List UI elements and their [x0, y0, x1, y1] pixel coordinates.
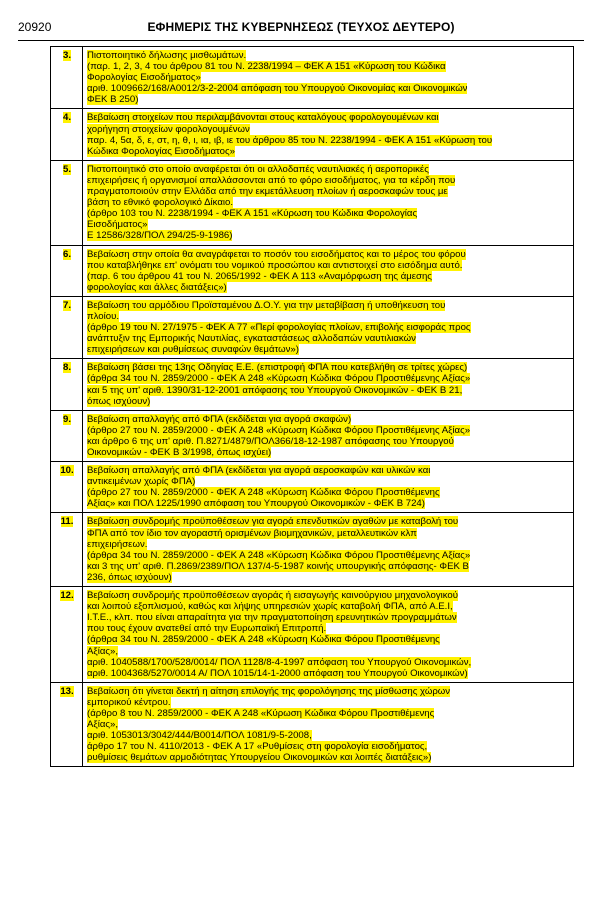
highlighted-text: Εισοδήματος»	[87, 219, 148, 231]
highlighted-text: αριθ. 1040588/1700/528/0014/ ΠΟΛ 1128/8-4-1997 απόφαση του Υπουργού Οικονομικών,	[87, 656, 472, 668]
item-number: 3.	[62, 50, 71, 61]
item-text-line	[87, 300, 570, 311]
item-number-cell	[51, 410, 83, 461]
highlighted-text: (άρθρο 8 του Ν. 2859/2000 - ΦΕΚ Α 248 «Κύρωση Κώδικα Φόρου Προστιθέμενης	[87, 707, 435, 719]
highlighted-text: Αξίας»,	[87, 719, 118, 731]
item-text-cell	[83, 513, 574, 587]
item-text-line	[87, 271, 570, 282]
highlighted-text: Βεβαίωση ότι γίνεται δεκτή η αίτηση επιλογής της φορολόγησης της μίσθωσης χώρων	[87, 685, 451, 697]
highlighted-text: όπως ισχύουν)	[87, 395, 151, 407]
highlighted-text: άρθρο 17 του Ν. 4110/2013 - ΦΕΚ Α 17 «Ρυθμίσεις στη φορολογία εισοδήματος,	[87, 741, 428, 753]
item-text-line	[87, 72, 570, 83]
highlighted-text: (άρθρο 27 του Ν. 2859/2000 - ΦΕΚ Α 248 «Κύρωση Κώδικα Φόρου Προστιθέμενης	[87, 487, 440, 499]
item-number-cell	[51, 682, 83, 767]
item-text-line	[87, 385, 570, 396]
item-text-line	[87, 634, 570, 645]
item-text-line	[87, 322, 570, 333]
highlighted-text: (άρθρα 34 του Ν. 2859/2000 - ΦΕΚ Α 248 «Κύρωση Κώδικα Φόρου Προστιθέμενης Αξίας»	[87, 373, 471, 385]
item-text-line	[87, 219, 570, 230]
item-text-line	[87, 741, 570, 752]
page-number: 20920	[18, 20, 52, 34]
item-text-line	[87, 646, 570, 657]
highlighted-text: και 3 της υπ' αριθ. Π.2869/2389/ΠΟΛ 137/4-5-1987 κοινής υπουργικής απόφασης- ΦΕΚ Β	[87, 560, 469, 572]
item-text-line	[87, 487, 570, 498]
item-text-cell	[83, 462, 574, 513]
highlighted-text: που καταβλήθηκε επ' ονόματι του νομικού προσώπου και αντιστοιχεί στο εισόδημα αυτό.	[87, 259, 463, 271]
item-number-cell	[51, 587, 83, 683]
highlighted-text: Οικονομικών - ΦΕΚ Β 3/1998, όπως ισχύει)	[87, 447, 272, 458]
item-text-line	[87, 112, 570, 123]
highlighted-text: βάση το εθνικό φορολογικό Δίκαιο.	[87, 197, 233, 209]
highlighted-text: αντικειμένων χωρίς ΦΠΑ)	[87, 476, 196, 488]
highlighted-text: 236, όπως ισχύουν)	[87, 571, 172, 583]
highlighted-text: επιχειρήσεων.	[87, 538, 148, 550]
item-text-line	[87, 708, 570, 719]
highlighted-text: Αξίας»,	[87, 645, 118, 657]
item-number: 9.	[62, 413, 71, 425]
highlighted-text: και άρθρο 6 της υπ' αριθ. Π.8271/4879/ΠΟΛ366/18-12-1987 απόφασης του Υπουργού	[87, 435, 454, 447]
item-text-line	[87, 396, 570, 407]
item-text-line	[87, 465, 570, 476]
table-row	[51, 245, 574, 296]
highlighted-text: ανάπτυξιν της Εμπορικής Ναυτιλίας, εγκαταστάσεως αλλοδαπών ναυτιλιακών	[87, 333, 416, 345]
item-text-line	[87, 498, 570, 509]
item-text-line	[87, 657, 570, 668]
item-text-line	[87, 516, 570, 527]
highlighted-text: Ι.Τ.Ε., κλπ. που είναι απαραίτητα για την πραγματοποίηση ερευνητικών προγραμμάτων	[87, 612, 457, 624]
table-row	[51, 109, 574, 160]
item-text-line	[87, 373, 570, 384]
highlighted-text: Πιστοποιητικό δήλωσης μισθωμάτων.	[87, 50, 247, 61]
item-text-cell	[83, 359, 574, 410]
item-text-line	[87, 124, 570, 135]
item-text-line	[87, 414, 570, 425]
item-text-cell	[83, 682, 574, 767]
highlighted-text: πραγματοποιούν στην Ελλάδα από την εκμετάλλευση πλοίων ή αεροσκαφών τους με	[87, 186, 448, 198]
items-table	[50, 46, 574, 767]
item-text-line	[87, 697, 570, 708]
highlighted-text: Βεβαίωση στοιχείων που περιλαμβάνονται στους καταλόγους φορολογουμένων και	[87, 112, 439, 124]
header-rule	[18, 40, 584, 41]
highlighted-text: ΦΠΑ από τον ίδιο τον αγοραστή ορισμένων βιομηχανικών, μεταλλευτικών κλπ	[87, 527, 417, 539]
item-text-line	[87, 528, 570, 539]
item-number-cell	[51, 245, 83, 296]
highlighted-text: αριθ. 1004368/5270/0014 Α/ ΠΟΛ 1015/14-1-2000 απόφαση του Υπουργού Οικονομικών)	[87, 667, 468, 679]
highlighted-text: (παρ. 1, 2, 3, 4 του άρθρου 81 του Ν. 2238/1994 – ΦΕΚ Α 151 «Κύρωση του Κώδικα	[87, 61, 446, 73]
item-text-line	[87, 146, 570, 157]
highlighted-text: αριθ. 1053013/3042/444/Β0014/ΠΟΛ 1081/9-5-2008,	[87, 730, 312, 742]
item-text-line	[87, 197, 570, 208]
highlighted-text: Ε 12586/328/ΠΟΛ 294/25-9-1986)	[87, 230, 233, 242]
item-text-cell	[83, 160, 574, 245]
item-text-line	[87, 282, 570, 293]
item-number: 11.	[60, 516, 74, 528]
item-text-line	[87, 362, 570, 373]
table-row	[51, 160, 574, 245]
item-text-line	[87, 752, 570, 763]
item-text-line	[87, 333, 570, 344]
highlighted-text: (άρθρα 34 του Ν. 2859/2000 - ΦΕΚ Α 248 «Κύρωση Κώδικα Φόρου Προστιθέμενης Αξίας»	[87, 549, 471, 561]
item-text-line	[87, 561, 570, 572]
item-text-line	[87, 447, 570, 458]
highlighted-text: φορολογίας και άλλες διατάξεις»)	[87, 281, 227, 293]
item-text-line	[87, 550, 570, 561]
item-text-line	[87, 311, 570, 322]
highlighted-text: Βεβαίωση στην οποία θα αναγράφεται το ποσόν του εισοδήματος και το μέρος του φόρου	[87, 248, 466, 260]
item-number-cell	[51, 47, 83, 109]
highlighted-text: ΦΕΚ Β 250)	[87, 94, 139, 106]
highlighted-text: Βεβαίωση συνδρομής προϋποθέσεων για αγορά επενδυτικών αγαθών με καταβολή του	[87, 516, 459, 528]
table-row	[51, 296, 574, 358]
highlighted-text: και 5 της υπ' αριθ. 1390/31-12-2001 απόφασης του Υπουργού Οικονομικών - ΦΕΚ Β 21,	[87, 384, 463, 396]
item-number: 13.	[60, 685, 74, 697]
table-row	[51, 513, 574, 587]
highlighted-text: που τους έχουν ανατεθεί από την Ευρωπαϊκή Επιτροπή.	[87, 623, 327, 635]
item-text-line	[87, 572, 570, 583]
item-text-line	[87, 249, 570, 260]
highlighted-text: Βεβαίωση βάσει της 13ης Οδηγίας Ε.Ε. (επιστροφή ΦΠΑ που κατεβλήθη σε τρίτες χώρες)	[87, 362, 468, 374]
item-text-line	[87, 719, 570, 730]
highlighted-text: παρ. 4, 5α, δ, ε, στ, η, θ, ι, ια, ιβ, ιε του άρθρου 85 του Ν. 2238/1994 - ΦΕΚ Α 151 «Κύρωση του	[87, 134, 493, 146]
highlighted-text: (παρ. 6 του άρθρου 41 του Ν. 2065/1992 - ΦΕΚ Α 113 «Αναμόρφωση της άμεσης	[87, 270, 432, 282]
item-text-cell	[83, 296, 574, 358]
table-row	[51, 47, 574, 109]
table-row	[51, 359, 574, 410]
item-number: 5.	[62, 163, 71, 175]
highlighted-text: και λοιπού εξοπλισμού, καθώς και λήψης υπηρεσιών χωρίς καταβολή ΦΠΑ, από Α.Ε.Ι,	[87, 601, 453, 613]
item-number: 7.	[62, 299, 71, 311]
item-text-cell	[83, 245, 574, 296]
item-number: 10.	[60, 465, 74, 477]
item-text-line	[87, 476, 570, 487]
highlighted-text: Βεβαίωση απαλλαγής από ΦΠΑ (εκδίδεται για αγορά αεροσκαφών και υλικών και	[87, 465, 431, 477]
item-number: 8.	[62, 362, 71, 374]
highlighted-text: (άρθρα 34 του Ν. 2859/2000 - ΦΕΚ Α 248 «Κύρωση Κώδικα Φόρου Προστιθέμενης	[87, 634, 440, 646]
item-text-cell	[83, 587, 574, 683]
highlighted-text: Βεβαίωση του αρμόδιου Προϊσταμένου Δ.Ο.Υ. για την μεταβίβαση ή υποθήκευση του	[87, 299, 446, 311]
item-text-line	[87, 175, 570, 186]
table-row	[51, 410, 574, 461]
highlighted-text: Φορολογίας Εισοδήματος»	[87, 72, 201, 84]
highlighted-text: εμπορικού κέντρου.	[87, 696, 171, 708]
highlighted-text: Κώδικα Φορολογίας Εισοδήματος»	[87, 145, 235, 157]
table-row	[51, 682, 574, 767]
item-text-line	[87, 539, 570, 550]
highlighted-text: (άρθρο 103 του Ν. 2238/1994 - ΦΕΚ Α 151 «Κύρωση του Κώδικα Φορολογίας	[87, 208, 418, 220]
item-number-cell	[51, 513, 83, 587]
highlighted-text: χορήγηση στοιχείων φορολογουμένων	[87, 123, 250, 135]
highlighted-text: αριθ. 1009662/168/Α0012/3-2-2004 απόφαση του Υπουργού Οικονομίας και Οικονομικών	[87, 83, 468, 95]
item-number-cell	[51, 359, 83, 410]
item-number-cell	[51, 160, 83, 245]
item-text-line	[87, 623, 570, 634]
item-number-cell	[51, 109, 83, 160]
item-number-cell	[51, 462, 83, 513]
item-text-line	[87, 344, 570, 355]
item-text-cell	[83, 410, 574, 461]
highlighted-text: (άρθρο 27 του Ν. 2859/2000 - ΦΕΚ Α 248 «Κύρωση Κώδικα Φόρου Προστιθέμενης Αξίας»	[87, 424, 471, 436]
item-text-line	[87, 50, 570, 61]
highlighted-text: Βεβαίωση συνδρομής προϋποθέσεων αγοράς ή εισαγωγής καινούργιου μηχανολογικού	[87, 590, 459, 602]
item-text-line	[87, 230, 570, 241]
item-text-line	[87, 94, 570, 105]
page-title: ΕΦΗΜΕΡΙΣ ΤΗΣ ΚΥΒΕΡΝΗΣΕΩΣ (ΤΕΥΧΟΣ ΔΕΥΤΕΡΟ)	[147, 20, 455, 34]
item-text-line	[87, 425, 570, 436]
item-text-line	[87, 186, 570, 197]
item-text-line	[87, 730, 570, 741]
item-text-line	[87, 601, 570, 612]
item-text-line	[87, 61, 570, 72]
item-number: 4.	[62, 112, 71, 124]
item-text-line	[87, 590, 570, 601]
item-text-line	[87, 83, 570, 94]
item-text-line	[87, 686, 570, 697]
item-text-line	[87, 612, 570, 623]
item-number-cell	[51, 296, 83, 358]
item-text-line	[87, 164, 570, 175]
item-number: 12.	[60, 590, 74, 602]
highlighted-text: επιχειρήσεων και ρυθμίσεως συναφών θεμάτων»)	[87, 344, 299, 356]
item-text-cell	[83, 109, 574, 160]
page-header	[18, 20, 584, 42]
item-text-cell	[83, 47, 574, 109]
item-text-line	[87, 135, 570, 146]
item-text-line	[87, 208, 570, 219]
item-text-line	[87, 260, 570, 271]
highlighted-text: πλοίου.	[87, 310, 119, 322]
item-text-line	[87, 668, 570, 679]
item-number: 6.	[62, 248, 71, 260]
item-text-line	[87, 436, 570, 447]
table-row	[51, 587, 574, 683]
highlighted-text: Αξίας» και ΠΟΛ 1225/1990 απόφαση του Υπουργού Οικονομικών - ΦΕΚ Β 724)	[87, 498, 425, 510]
highlighted-text: (άρθρο 19 του Ν. 27/1975 - ΦΕΚ Α 77 «Περί φορολογίας πλοίων, επιβολής εισφοράς προς	[87, 322, 471, 334]
items-table-body	[51, 47, 574, 767]
highlighted-text: ρυθμίσεις θεμάτων αρμοδιότητας Υπουργείου Οικονομικών και λοιπές διατάξεις»)	[87, 752, 432, 764]
highlighted-text: Βεβαίωση απαλλαγής από ΦΠΑ (εκδίδεται για αγορά σκαφών)	[87, 413, 352, 425]
highlighted-text: επιχειρήσεις ή οργανισμοί απαλλάσσονται από το φόρο εισοδήματος, για τα κέρδη που	[87, 174, 456, 186]
highlighted-text: Πιστοποιητικό στο οποίο αναφέρεται ότι οι αλλοδαπές ναυτιλιακές ή αεροπορικές	[87, 163, 429, 175]
table-row	[51, 462, 574, 513]
